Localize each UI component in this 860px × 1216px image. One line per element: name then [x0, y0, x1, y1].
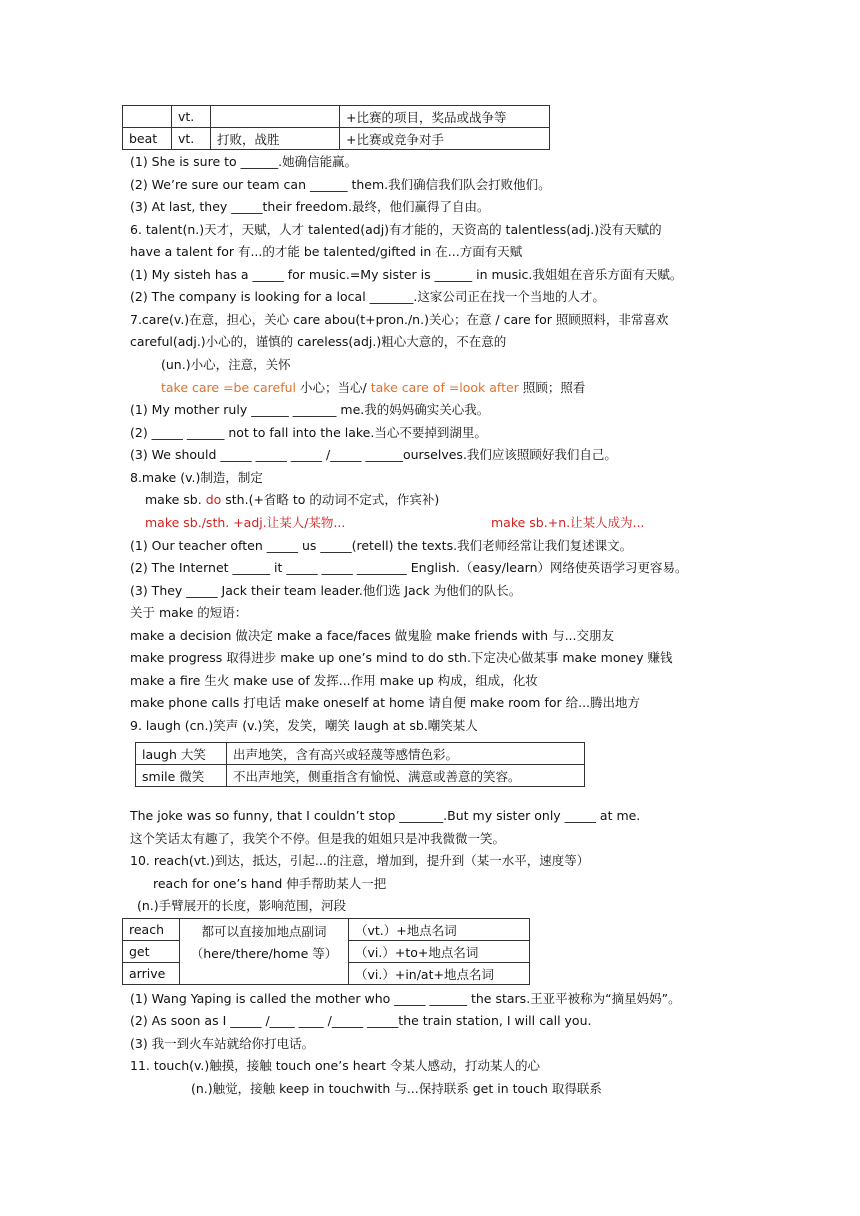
exercise-line: (1) Wang Yaping is called the mother who _____ ______ the stars.王亚平被称为“摘星妈妈”。	[130, 991, 681, 1006]
table-cell: get	[123, 941, 180, 963]
phrase-line: careful(adj.)小心的，谨慎的 careless(adj.)粗心大意的，不在意的	[130, 334, 507, 349]
phrase-line: make progress 取得进步 make up one’s mind to do sth.下定决心做某事 make money 赚钱	[130, 650, 673, 665]
table-cell	[123, 106, 172, 128]
table-cell: reach	[123, 919, 180, 941]
table-cell: （vt.）+地点名词	[349, 919, 530, 941]
highlight-phrase: make sb.+n.让某人成为...	[491, 515, 645, 530]
laugh-smile-table	[135, 742, 585, 787]
table-cell: +比赛的项目，奖品或战争等	[340, 106, 550, 128]
highlight-phrase: make sb./sth. +adj.让某人/某物...	[145, 515, 346, 530]
table-cell	[211, 106, 340, 128]
phrase-line: have a talent for 有...的才能 be talented/gifted in 在...方面有天赋	[130, 244, 523, 259]
exercise-line: (2) As soon as I _____ /____ ____ /_____ _____the train station, I will call you.	[130, 1013, 592, 1028]
highlight-phrase: take care of =look after	[370, 380, 519, 395]
reach-get-arrive-table	[122, 918, 530, 985]
section-heading: 6. talent(n.)天才，天赋，人才 talented(adj)有才能的，天资高的 talentless(adj.)没有天赋的	[130, 222, 662, 237]
exercise-line: 这个笑话太有趣了，我笑个不停。但是我的姐姐只是冲我微微一笑。	[130, 831, 506, 846]
table-row	[123, 919, 530, 941]
table-cell: +比赛或竞争对手	[340, 128, 550, 150]
table-cell: （vi.）+in/at+地点名词	[349, 963, 530, 985]
table-cell: beat	[123, 128, 172, 150]
table-row	[123, 128, 550, 150]
section-heading: 10. reach(vt.)到达，抵达，引起...的注意，增加到，提升到（某一水平，速度等）	[130, 853, 590, 868]
phrase-line: reach for one’s hand 伸手帮助某人一把	[153, 876, 387, 891]
exercise-line: (2) The company is looking for a local _______.这家公司正在找一个当地的人才。	[130, 289, 605, 304]
exercise-line: (1) She is sure to ______.她确信能赢。	[130, 154, 358, 169]
exercise-line: The joke was so funny, that I couldn’t stop _______.But my sister only _____ at me.	[130, 808, 641, 823]
phrase-text: make sb.	[145, 492, 206, 507]
exercise-line: (3) 我一到火车站就给你打电话。	[130, 1036, 315, 1051]
merged-cell-text: （here/there/home 等）	[190, 946, 338, 961]
exercise-line: (2) The Internet ______ it _____ _____ ________ English.（easy/learn）网络使英语学习更容易。	[130, 560, 688, 575]
section-heading: 8.make (v.)制造，制定	[130, 470, 263, 485]
phrase-line: make a decision 做决定 make a face/faces 做鬼脸 make friends with 与...交朋友	[130, 628, 614, 643]
table-row	[136, 743, 585, 765]
phrase-line: make a fire 生火 make use of 发挥...作用 make up 构成，组成，化妆	[130, 673, 538, 688]
table-cell: （vi.）+to+地点名词	[349, 941, 530, 963]
exercise-line: (1) My sisteh has a _____ for music.=My sister is ______ in music.我姐姐在音乐方面有天赋。	[130, 267, 683, 282]
exercise-line: (1) Our teacher often _____ us _____(retell) the texts.我们老师经常让我们复述课文。	[130, 538, 633, 553]
phrase-text: sth.(+省略 to 的动词不定式，作宾补)	[221, 492, 440, 507]
phrase-line: (n.)手臂展开的长度，影响范围，河段	[137, 898, 347, 913]
phrase-heading: 关于 make 的短语：	[130, 605, 248, 620]
table-cell: 出声地笑，含有高兴或轻蔑等感情色彩。	[227, 743, 585, 765]
table-cell: 打败，战胜	[211, 128, 340, 150]
section-heading: 9. laugh (cn.)笑声 (v.)笑，发笑，嘲笑 laugh at sb.嘲笑某人	[130, 718, 478, 733]
table-cell: smile 微笑	[136, 765, 227, 787]
exercise-line: (3) We should _____ _____ _____ /_____ ______ourselves.我们应该照顾好我们自己。	[130, 447, 617, 462]
phrase-line	[145, 491, 439, 509]
table-cell: arrive	[123, 963, 180, 985]
phrase-text: 小心；当心/	[296, 380, 371, 395]
section-heading: 7.care(v.)在意，担心，关心 care abou(t+pron./n.)关心；在意 / care for 照顾照料，非常喜欢	[130, 312, 669, 327]
table-cell: vt.	[172, 106, 211, 128]
phrase-line: (un.)小心，注意，关怀	[161, 357, 291, 372]
phrase-text: 照顾；照看	[518, 380, 586, 395]
exercise-line: (2) We’re sure our team can ______ them.我们确信我们队会打败他们。	[130, 177, 551, 192]
phrase-line: (n.)触觉，接触 keep in touchwith 与...保持联系 get in touch 取得联系	[191, 1081, 602, 1096]
exercise-line: (1) My mother ruly ______ _______ me.我的妈妈确实关心我。	[130, 402, 490, 417]
exercise-line: (2) _____ ______ not to fall into the lake.当心不要掉到湖里。	[130, 425, 487, 440]
highlight-word: do	[205, 492, 222, 507]
win-beat-table	[122, 105, 550, 150]
phrase-line: make phone calls 打电话 make oneself at home 请自便 make room for 给...腾出地方	[130, 695, 641, 710]
table-cell: laugh 大笑	[136, 743, 227, 765]
table-cell: vt.	[172, 128, 211, 150]
table-row	[123, 106, 550, 128]
merged-cell-text: 都可以直接加地点副词	[201, 924, 327, 939]
phrase-line	[161, 379, 585, 397]
exercise-line: (3) At last, they _____their freedom.最终，他们赢得了自由。	[130, 199, 490, 214]
table-cell	[180, 919, 349, 985]
highlight-phrase: take care =be careful	[161, 380, 297, 395]
section-heading: 11. touch(v.)触摸，接触 touch one’s heart 令某人感动，打动某人的心	[130, 1058, 540, 1073]
table-row	[136, 765, 585, 787]
table-cell: 不出声地笑，侧重指含有愉悦、满意或善意的笑容。	[227, 765, 585, 787]
exercise-line: (3) They _____ Jack their team leader.他们选 Jack 为他们的队长。	[130, 583, 522, 598]
